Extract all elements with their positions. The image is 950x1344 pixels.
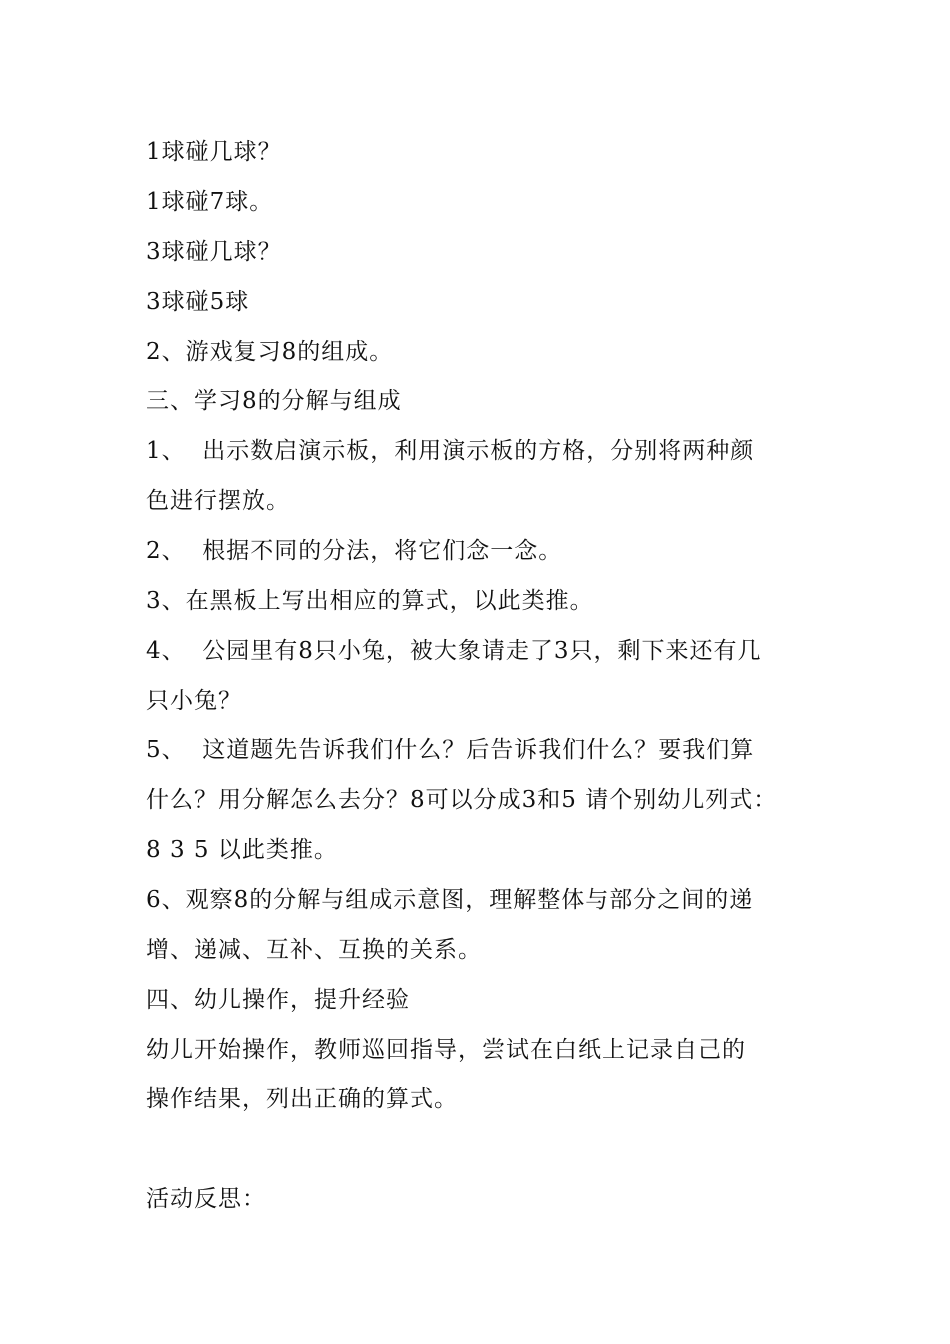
text-line: 2、 根据不同的分法，将它们念一念。	[146, 538, 563, 564]
text-line: 5、 这道题先告诉我们什么？后告诉我们什么？要我们算	[146, 737, 755, 763]
text-line: 增、递减、互补、互换的关系。	[146, 937, 482, 963]
text-line: 幼儿开始操作，教师巡回指导，尝试在白纸上记录自己的	[146, 1037, 746, 1063]
section-heading: 四、幼儿操作，提升经验	[146, 987, 410, 1013]
text-line: 3、在黑板上写出相应的算式，以此类推。	[146, 588, 594, 614]
section-heading: 活动反思：	[146, 1186, 266, 1212]
text-line: 什么？用分解怎么去分？8可以分成3和5 请个别幼儿列式：	[146, 787, 778, 813]
text-line: 6、观察8的分解与组成示意图，理解整体与部分之间的递	[146, 887, 754, 913]
text-line: 只小兔？	[146, 688, 242, 714]
section-heading: 三、学习8的分解与组成	[146, 388, 402, 414]
text-line: 2、游戏复习8的组成。	[146, 339, 394, 365]
text-line: 4、 公园里有8只小兔，被大象请走了3只，剩下来还有几	[146, 638, 762, 664]
text-line: 8 3 5 以此类推。	[146, 837, 338, 863]
text-line: 3球碰5球	[146, 289, 250, 315]
text-line: 3球碰几球？	[146, 239, 282, 265]
text-line: 操作结果，列出正确的算式。	[146, 1086, 458, 1112]
text-line: 1球碰几球？	[146, 139, 282, 165]
text-line: 1、 出示数启演示板，利用演示板的方格，分别将两种颜	[146, 438, 755, 464]
text-line: 色进行摆放。	[146, 488, 290, 514]
text-line: 1球碰7球。	[146, 189, 274, 215]
